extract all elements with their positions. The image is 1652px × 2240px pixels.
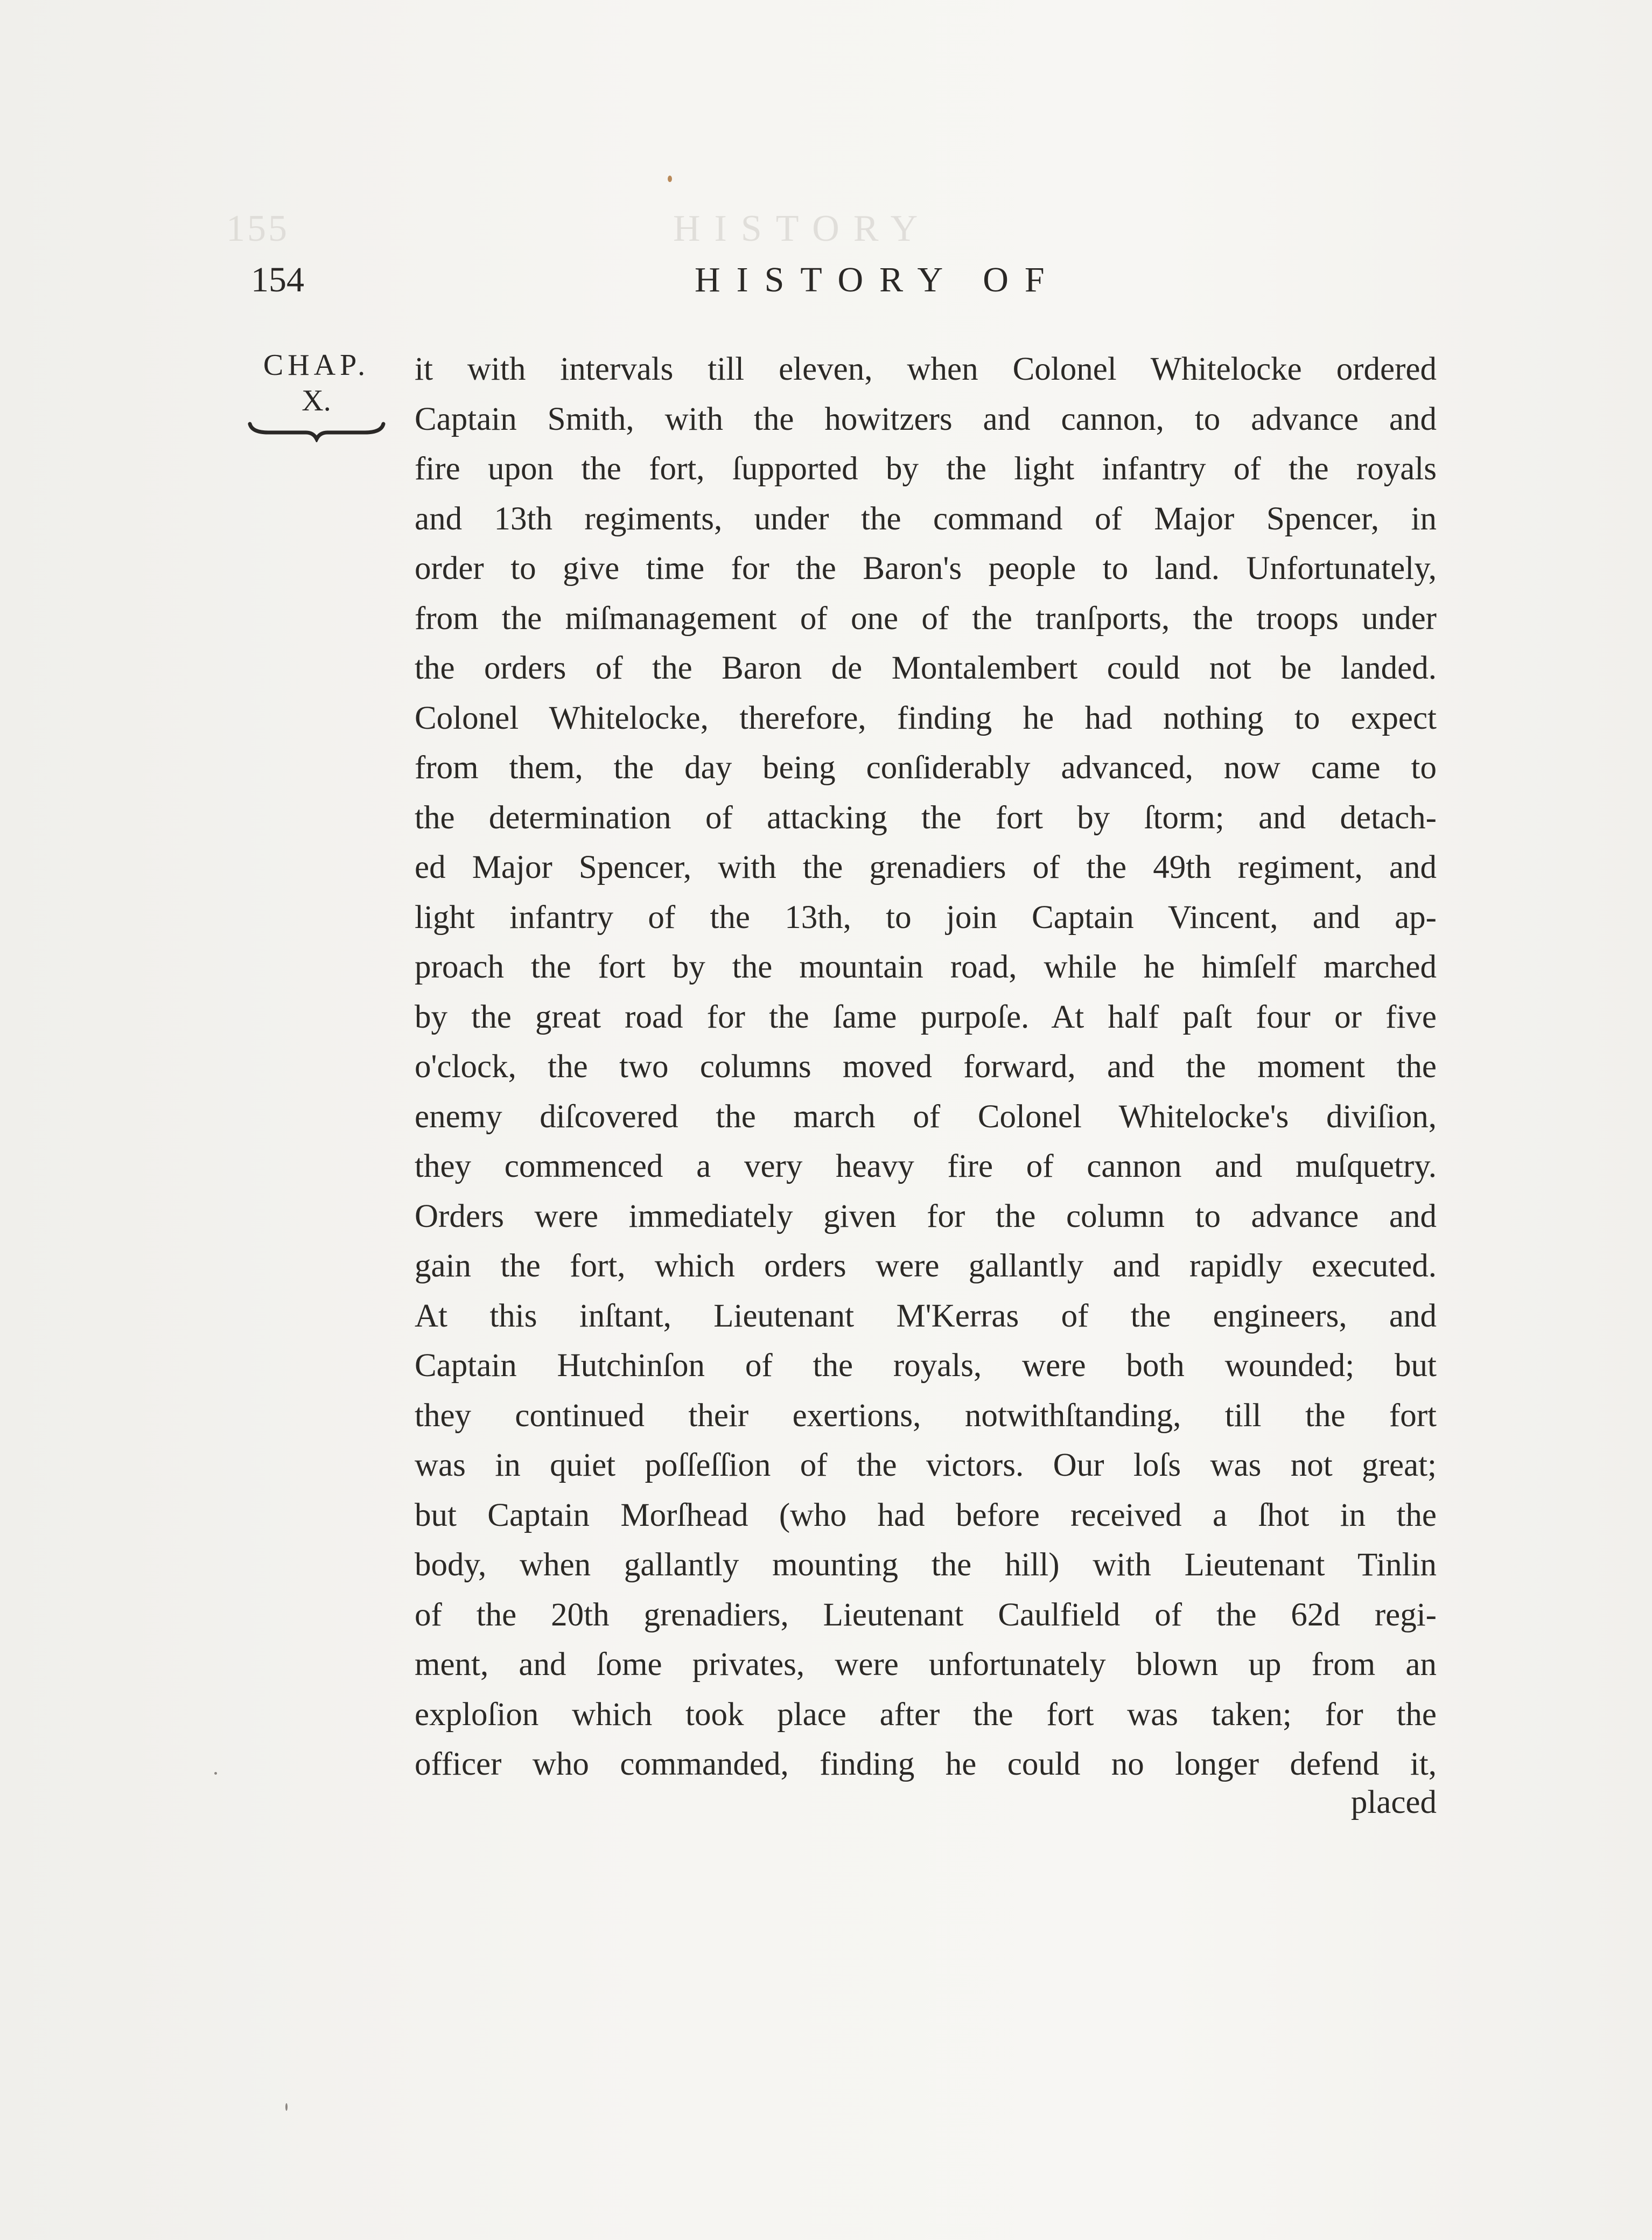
text-line: gain the fort, which orders were gallantly and rapidly executed. [415, 1248, 1437, 1284]
text-line: order to give time for the Baron's people to land. Unfortunately, [415, 550, 1437, 587]
text-line: o'clock, the two columns moved forward, and the moment the [415, 1049, 1437, 1085]
paper-speck [285, 2103, 288, 2111]
text-line: from them, the day being conſiderably advanced, now came to [415, 750, 1437, 786]
text-line: but Captain Morſhead (who had before received a ſhot in the [415, 1497, 1437, 1533]
text-line: Captain Hutchinſon of the royals, were both wounded; but [415, 1348, 1437, 1384]
show-through-ghost-text: HISTORY [673, 208, 932, 249]
text-line: Orders were immediately given for the column to advance and [415, 1198, 1437, 1234]
text-line: they commenced a very heavy fire of cannon and muſquetry. [415, 1148, 1437, 1184]
text-line: fire upon the fort, ſupported by the light infantry of the royals [415, 451, 1437, 487]
text-line: exploſion which took place after the fort was taken; for the [415, 1696, 1437, 1733]
text-line: enemy diſcovered the march of Colonel Whitelocke's diviſion, [415, 1098, 1437, 1135]
text-line: the orders of the Baron de Montalembert could not be landed. [415, 650, 1437, 686]
chapter-number: X. [302, 384, 331, 417]
show-through-ghost-text: 155 [226, 208, 289, 249]
text-line: by the great road for the ſame purpoſe. At half paſt four or five [415, 999, 1437, 1035]
text-line: it with intervals till eleven, when Colonel Whitelocke ordered [415, 351, 1437, 387]
text-line: body, when gallantly mounting the hill) with Lieutenant Tinlin [415, 1547, 1437, 1583]
text-line: officer who commanded, finding he could no longer defend it, [415, 1746, 1437, 1782]
text-line: and 13th regiments, under the command of Major Spencer, in [415, 500, 1437, 537]
brace-ornament-icon [247, 421, 387, 442]
text-line: proach the fort by the mountain road, while he himſelf marched [415, 949, 1437, 985]
paper-speck [668, 176, 672, 182]
running-title: HISTORY OF [695, 260, 1061, 299]
body-text [415, 345, 1437, 1790]
text-line: At this inſtant, Lieutenant M'Kerras of the engineers, and [415, 1297, 1437, 1334]
text-line: was in quiet poſſeſſion of the victors. Our loſs was not great; [415, 1447, 1437, 1483]
text-line: from the miſmanagement of one of the tranſports, the troops under [415, 600, 1437, 637]
text-line: ed Major Spencer, with the grenadiers of the 49th regiment, and [415, 849, 1437, 885]
chapter-margin-note [245, 347, 388, 442]
paper-speck [214, 1772, 217, 1775]
chapter-label: CHAP. [263, 348, 370, 382]
text-line: the determination of attacking the fort by ſtorm; and detach- [415, 799, 1437, 836]
catchword: placed [1350, 1784, 1437, 1820]
text-line: they continued their exertions, notwithſtanding, till the fort [415, 1397, 1437, 1434]
running-head [0, 260, 1652, 308]
text-line: light infantry of the 13th, to join Captain Vincent, and ap- [415, 899, 1437, 936]
text-line: of the 20th grenadiers, Lieutenant Caulfield of the 62d regi- [415, 1596, 1437, 1633]
text-line: Colonel Whitelocke, therefore, finding he had nothing to expect [415, 700, 1437, 736]
text-line: ment, and ſome privates, were unfortunately blown up from an [415, 1646, 1437, 1683]
page-number: 154 [251, 260, 304, 299]
text-line: Captain Smith, with the howitzers and cannon, to advance and [415, 401, 1437, 437]
